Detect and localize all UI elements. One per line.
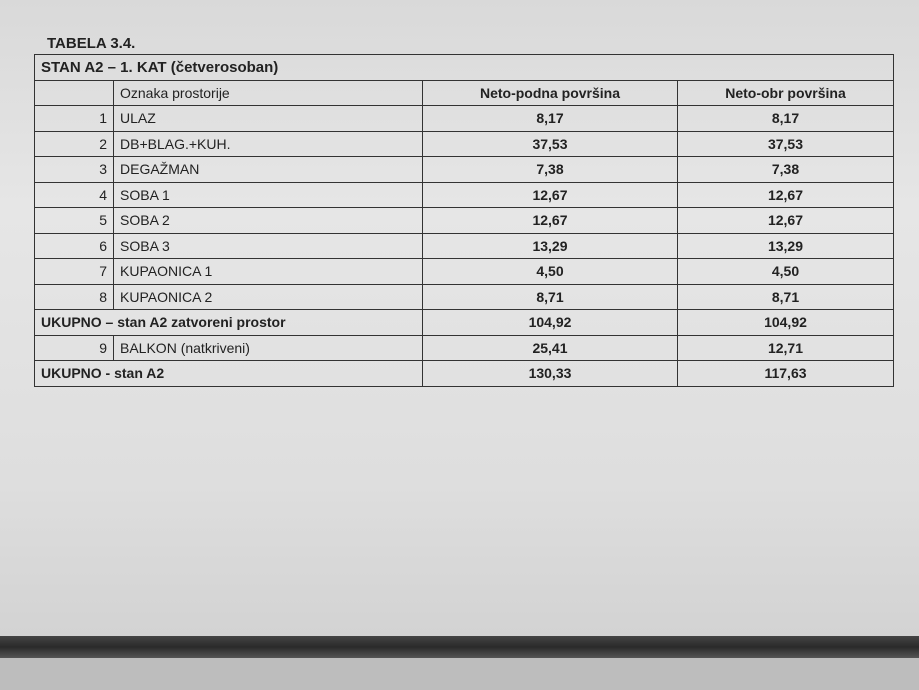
table-row [35,157,894,183]
row-num: 4 [35,182,114,208]
table-row [35,208,894,234]
table-row [35,182,894,208]
row-calc: 12,67 [678,208,894,234]
table-caption: TABELA 3.4. [47,35,136,52]
balcony-row [35,335,894,361]
row-calc: 4,50 [678,259,894,285]
row-floor: 8,17 [423,106,678,132]
row-floor: 7,38 [423,157,678,183]
subtotal-row [35,310,894,336]
row-room: ULAZ [114,106,423,132]
row-floor: 25,41 [423,335,678,361]
row-room: KUPAONICA 2 [114,284,423,310]
row-room: BALKON (natkriveni) [114,335,423,361]
row-calc: 37,53 [678,131,894,157]
row-floor: 12,67 [423,208,678,234]
background-surface [0,658,919,690]
row-calc: 8,71 [678,284,894,310]
header-row [35,80,894,106]
table-row [35,233,894,259]
row-num: 9 [35,335,114,361]
subtotal-calc: 104,92 [678,310,894,336]
table-title: STAN A2 – 1. KAT (četverosoban) [35,55,894,81]
row-num: 8 [35,284,114,310]
area-table [34,54,894,387]
subtotal-label: UKUPNO – stan A2 zatvoreni prostor [35,310,423,336]
table-row [35,284,894,310]
header-net-calc: Neto-obr površina [678,80,894,106]
table-row [35,259,894,285]
row-room: DEGAŽMAN [114,157,423,183]
row-floor: 37,53 [423,131,678,157]
row-num: 6 [35,233,114,259]
table-row [35,106,894,132]
row-calc: 13,29 [678,233,894,259]
table-row [35,131,894,157]
row-num: 7 [35,259,114,285]
row-calc: 12,71 [678,335,894,361]
row-floor: 8,71 [423,284,678,310]
total-label: UKUPNO - stan A2 [35,361,423,387]
row-calc: 12,67 [678,182,894,208]
row-calc: 8,17 [678,106,894,132]
header-num [35,80,114,106]
subtotal-floor: 104,92 [423,310,678,336]
monitor-bezel [0,636,919,658]
row-room: SOBA 2 [114,208,423,234]
total-calc: 117,63 [678,361,894,387]
row-num: 5 [35,208,114,234]
row-floor: 13,29 [423,233,678,259]
row-num: 1 [35,106,114,132]
row-num: 3 [35,157,114,183]
header-net-floor: Neto-podna površina [423,80,678,106]
row-room: SOBA 1 [114,182,423,208]
row-floor: 12,67 [423,182,678,208]
row-room: DB+BLAG.+KUH. [114,131,423,157]
total-floor: 130,33 [423,361,678,387]
row-floor: 4,50 [423,259,678,285]
row-room: SOBA 3 [114,233,423,259]
row-room: KUPAONICA 1 [114,259,423,285]
row-num: 2 [35,131,114,157]
header-room: Oznaka prostorije [114,80,423,106]
row-calc: 7,38 [678,157,894,183]
total-row [35,361,894,387]
